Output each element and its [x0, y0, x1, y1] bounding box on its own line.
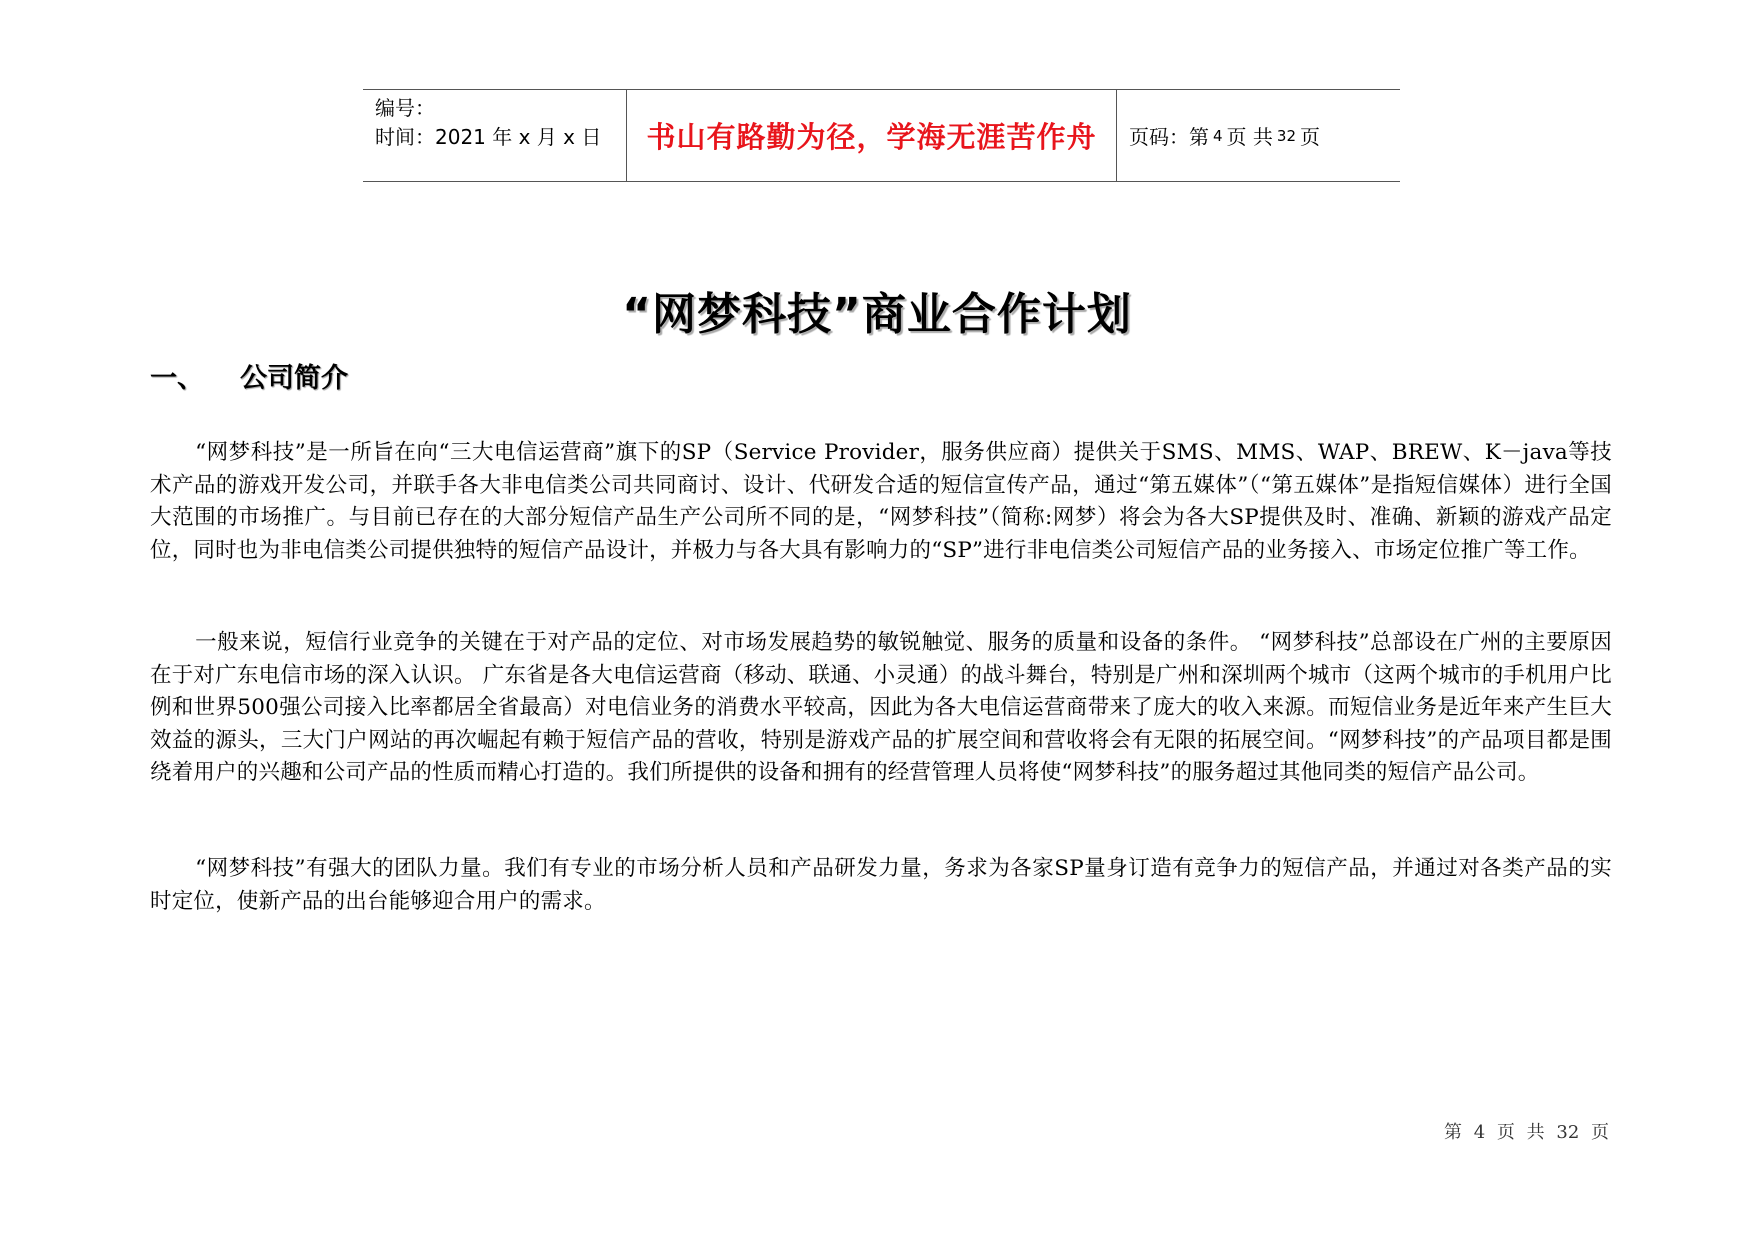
header-motto: 书山有路勤为径，学海无涯苦作舟 [627, 90, 1117, 181]
paragraph-3: “网梦科技”有强大的团队力量。我们有专业的市场分析人员和产品研发力量，务求为各家SP量身订造有竞争力的短信产品，并通过对各类产品的实时定位，使新产品的出台能够迎合用户的需求。 [150, 856, 1612, 914]
number-label: 编号： [375, 96, 435, 120]
section-title: 公司简介 [240, 363, 348, 394]
page-suffix: 页 [1300, 125, 1320, 149]
date-label: 时间：2021 年 x 月 x 日 [375, 125, 602, 149]
document-header [363, 89, 1400, 182]
page-total: 32 [1276, 126, 1296, 145]
page-footer: 第 4 页 共 32 页 [1444, 1122, 1609, 1143]
document-title: “网梦科技”商业合作计划 [622, 289, 1132, 340]
paragraph-2: 一般来说，短信行业竞争的关键在于对产品的定位、对市场发展趋势的敏锐触觉、服务的质量和设备的条件。 “网梦科技”总部设在广州的主要原因在于对广东电信市场的深入认识。 广东省是各大电信运营商（移动、联通、小灵通）的战斗舞台，特别是广州和深圳两个城市（这两个城市的手机用户比例和世界500强公司接入比率都居全省最高）对电信业务的消费水平较高，因此为各大电信运营商带来了庞大的收入来源。而短信业务是近年来产生巨大效益的源头，三大门户网站的再次崛起有赖于短信产品的营收，特别是游戏产品的扩展空间和营收将会有无限的拓展空间。“网梦科技”的产品项目都是围绕着用户的兴趣和公司产品的性质而精心打造的。我们所提供的设备和拥有的经营管理人员将使“网梦科技”的服务超过其他同类的短信产品公司。 [150, 630, 1612, 785]
page-current: 4 [1213, 126, 1223, 145]
section-heading [150, 356, 348, 395]
header-meta [363, 90, 627, 181]
section-number: 一、 [150, 363, 204, 394]
header-page-info [1117, 90, 1400, 181]
paragraph-1: “网梦科技”是一所旨在向“三大电信运营商”旗下的SP（Service Provider，服务供应商）提供关于SMS、MMS、WAP、BREW、K－java等技术产品的游戏开发公司，并联手各大非电信类公司共同商讨、设计、代研发合适的短信宣传产品，通过“第五媒体”（“第五媒体”是指短信媒体）进行全国大范围的市场推广。与目前已存在的大部分短信产品生产公司所不同的是，“网梦科技”（简称:网梦）将会为各大SP提供及时、准确、新颖的游戏产品定位，同时也为非电信类公司提供独特的短信产品设计，并极力与各大具有影响力的“SP”进行非电信类公司短信产品的业务接入、市场定位推广等工作。 [150, 440, 1612, 563]
page-mid: 页 共 [1226, 125, 1273, 149]
page-prefix: 页码：第 [1129, 125, 1209, 149]
